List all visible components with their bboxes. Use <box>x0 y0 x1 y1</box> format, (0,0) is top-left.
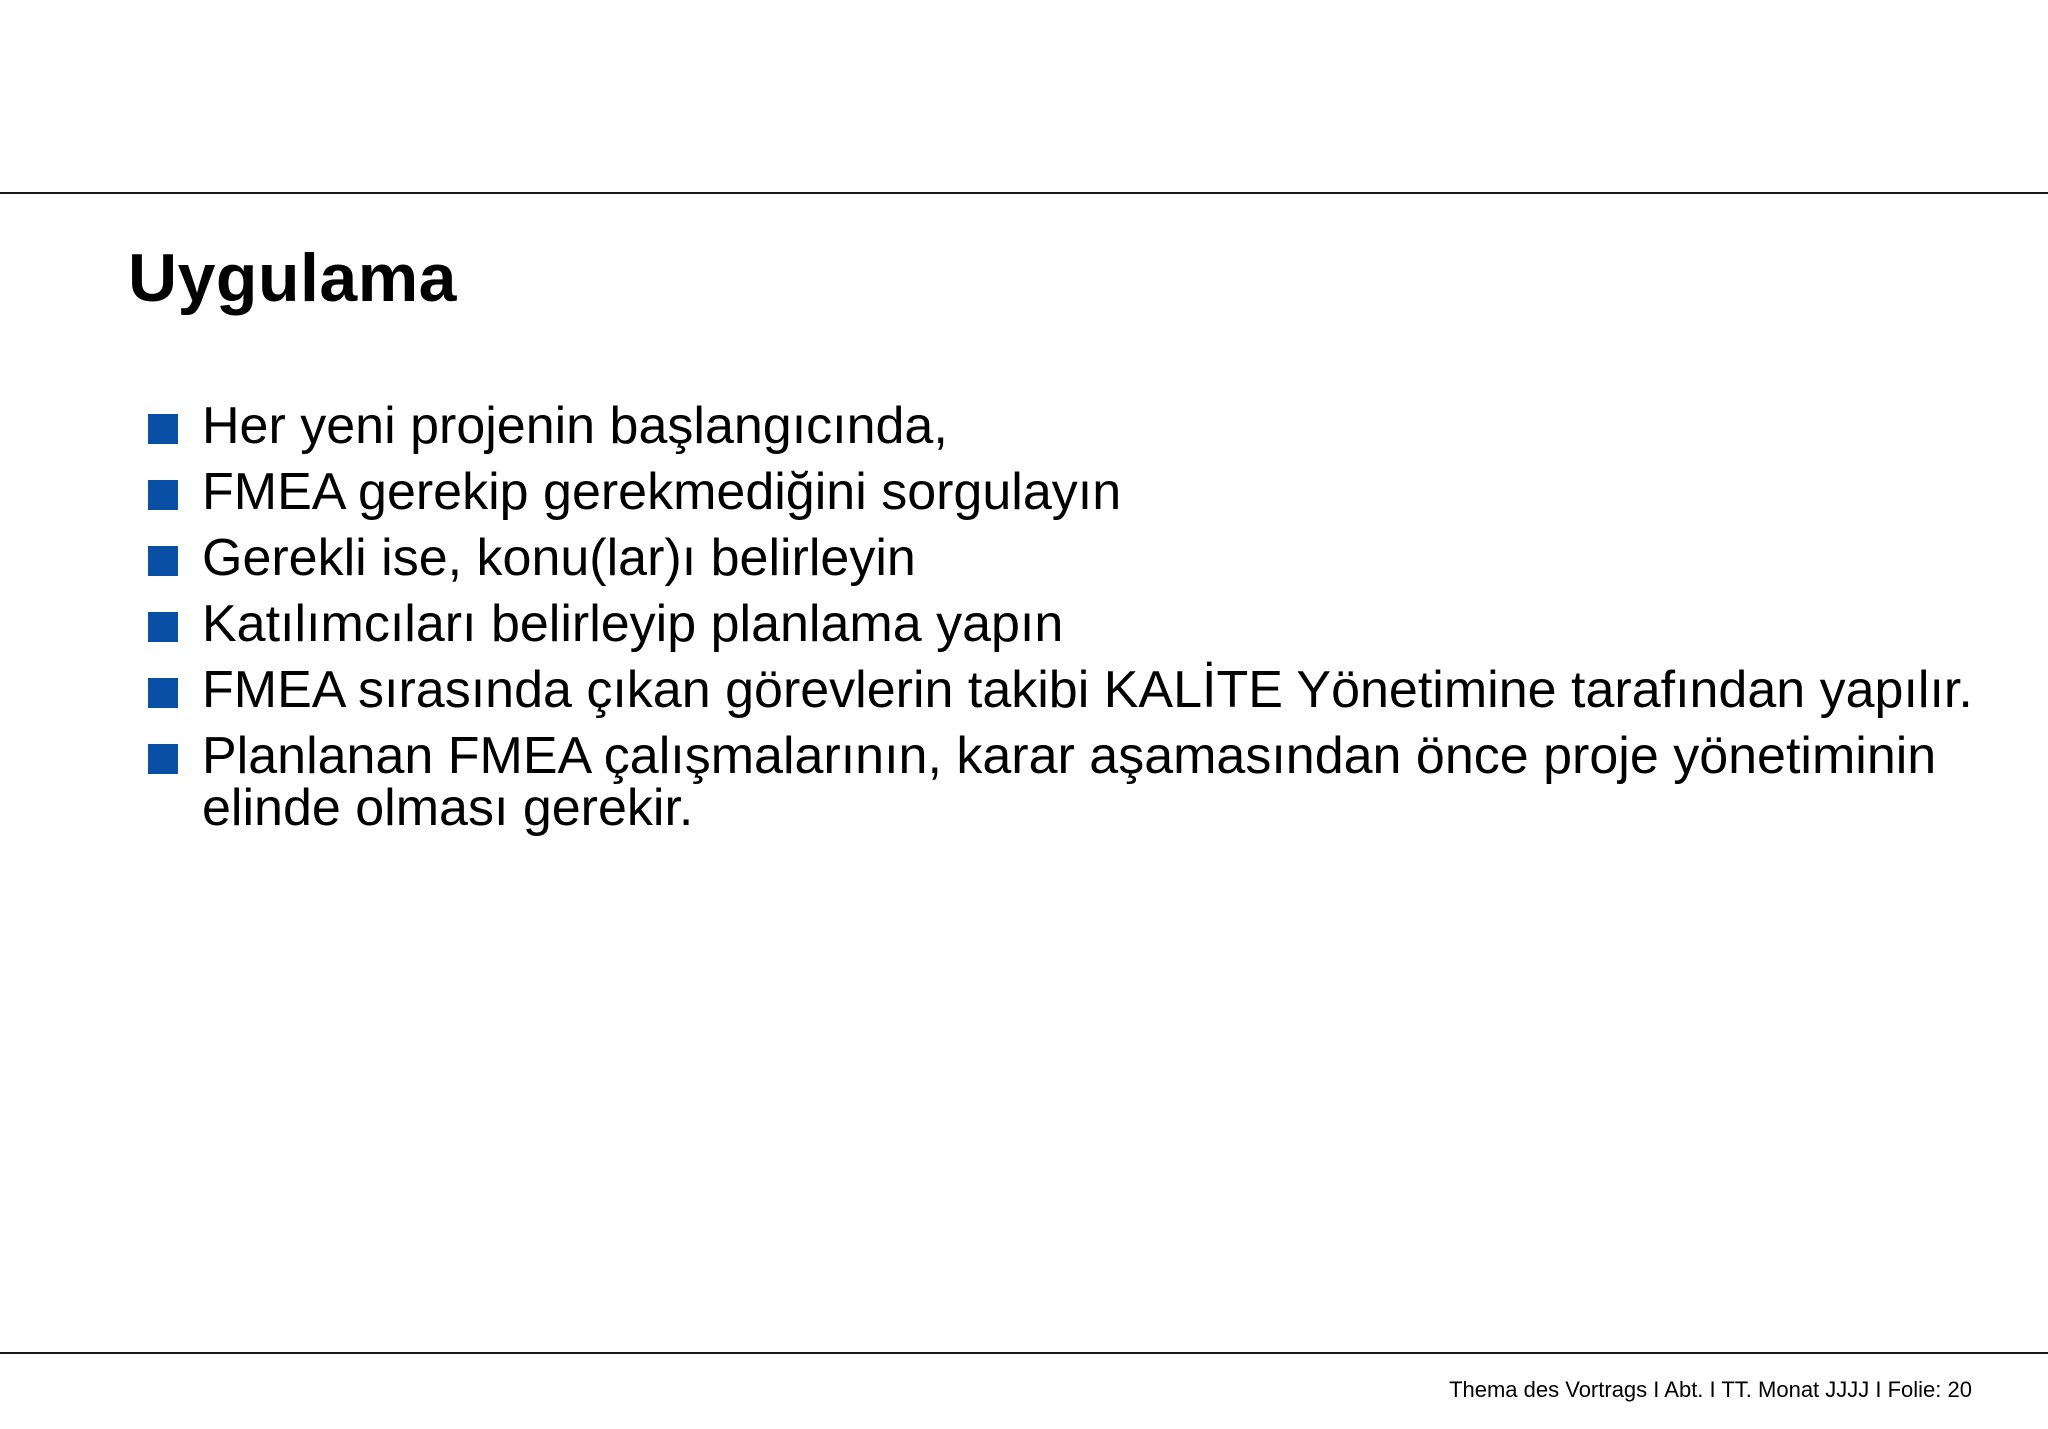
bullet-text: FMEA gerekip gerekmediğini sorgulayın <box>202 463 1122 521</box>
square-bullet-icon <box>148 546 178 576</box>
bullet-text: Katılımcıları belirleyip planlama yapın <box>202 595 1064 653</box>
bullet-item <box>148 463 2008 521</box>
bullet-list <box>148 397 2008 848</box>
bullet-text: FMEA sırasında çıkan görevlerin takibi KALİTE Yönetimine tarafından yapılır. <box>202 661 1973 719</box>
bullet-item <box>148 529 2008 587</box>
slide-footer: Thema des Vortrags I Abt. I TT. Monat JJJJ I Folie: 20 <box>1449 1377 1972 1402</box>
square-bullet-icon <box>148 414 178 444</box>
bullet-item <box>148 595 2008 653</box>
footer-divider <box>0 1352 2048 1354</box>
bullet-text: Her yeni projenin başlangıcında, <box>202 397 948 455</box>
bullet-item <box>148 661 2008 719</box>
square-bullet-icon <box>148 678 178 708</box>
bullet-item <box>148 397 2008 455</box>
square-bullet-icon <box>148 480 178 510</box>
header-divider <box>0 192 2048 194</box>
square-bullet-icon <box>148 744 178 774</box>
slide-title: Uygulama <box>128 240 457 316</box>
bullet-text: Gerekli ise, konu(lar)ı belirleyin <box>202 529 916 587</box>
bullet-item <box>148 727 2008 837</box>
square-bullet-icon <box>148 612 178 642</box>
bullet-text: Planlanan FMEA çalışmalarının, karar aşamasından önce proje yönetiminin elinde olması gerekir. <box>202 727 1937 837</box>
